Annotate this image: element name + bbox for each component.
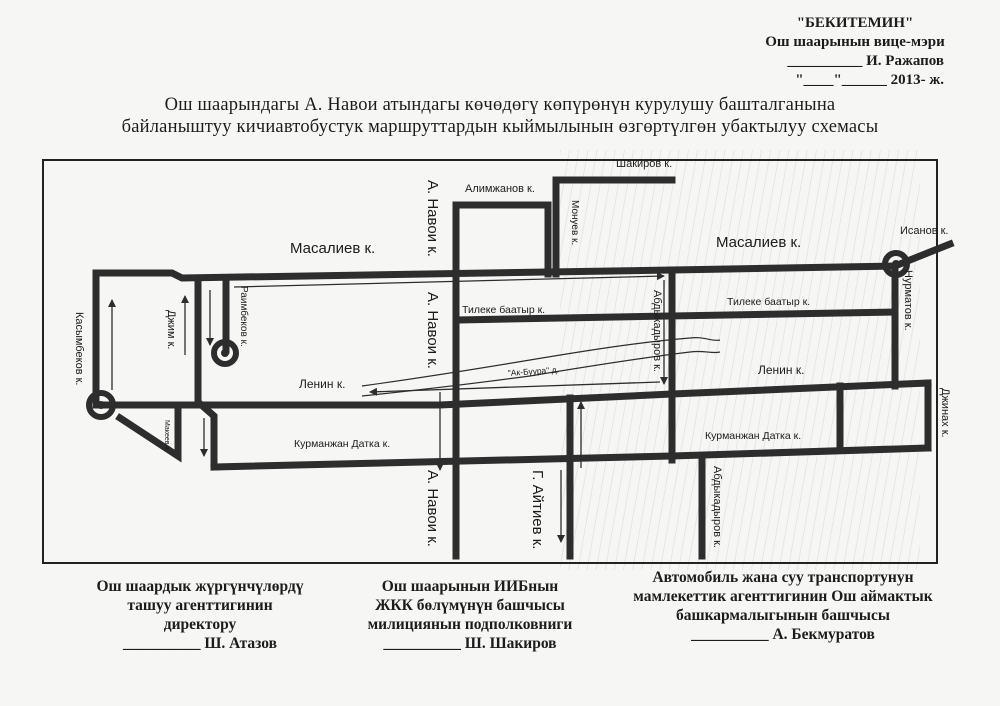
label-isanov: Исанов к. bbox=[900, 225, 949, 237]
road-tileke-right bbox=[672, 312, 895, 316]
label-dzhinah: Джинах к. bbox=[939, 388, 951, 438]
approval-signature: __________ И. Ражапов bbox=[787, 53, 944, 69]
label-lenin-right: Ленин к. bbox=[758, 363, 805, 377]
label-navoi-bottom: А. Навои к. bbox=[424, 470, 441, 547]
approval-heading: "БЕКИТЕМИН" bbox=[796, 15, 914, 31]
signer-right-line-1: Автомобиль жана суу транспортунун bbox=[652, 569, 914, 586]
label-lenin-left: Ленин к. bbox=[299, 377, 346, 391]
label-nurmatov: Нурматов к. bbox=[902, 270, 914, 331]
label-kurmanzhan-right: Курманжан Датка к. bbox=[705, 430, 802, 442]
signer-right-line-2: мамлекеттик агенттигинин Ош аймактык bbox=[633, 588, 933, 605]
label-kasymbekov: Касымбеков к. bbox=[73, 312, 85, 386]
signer-left-line-2: ташуу агенттигинин bbox=[127, 597, 273, 614]
label-dzhim: Джим к. bbox=[165, 310, 177, 350]
label-kurmanzhan-left: Курманжан Датка к. bbox=[294, 438, 391, 450]
road-lenin bbox=[96, 383, 928, 405]
signer-right-signature: __________ А. Бекмуратов bbox=[691, 626, 875, 643]
label-raimbekov: Раимбеков к. bbox=[238, 286, 249, 347]
signer-right bbox=[618, 568, 948, 644]
label-navoi-mid: А. Навои к. bbox=[424, 292, 441, 369]
road-dzhim bbox=[198, 278, 214, 467]
signer-right-line-3: башкармалыгынын башчысы bbox=[676, 607, 890, 624]
label-masaliev-left: Масалиев к. bbox=[290, 240, 376, 257]
road-tileke-left bbox=[456, 316, 672, 320]
label-ak-buura: "Ак-Буура" д. bbox=[507, 364, 560, 378]
label-monuev: Монуев к. bbox=[569, 200, 580, 246]
approval-date: "____"______ 2013- ж. bbox=[795, 72, 944, 88]
road-alimzhanov bbox=[456, 205, 548, 274]
signer-middle-line-3: милициянын подполковниги bbox=[367, 616, 573, 633]
label-aitiev: Г. Айтиев к. bbox=[529, 470, 546, 550]
signer-middle-line-1: Ош шаарынын ИИБнын bbox=[381, 578, 559, 595]
label-tileke-left: Тилеке баатыр к. bbox=[462, 304, 546, 316]
label-tileke-right: Тилеке баатыр к. bbox=[727, 296, 811, 308]
label-abdykadyrov-top: Абдыкадыров к. bbox=[651, 290, 663, 372]
approval-position: Ош шаарынын вице-мэри bbox=[765, 34, 945, 50]
street-labels bbox=[73, 158, 951, 549]
signer-middle bbox=[340, 577, 600, 653]
signer-left-line-1: Ош шаардык жүргүнчүлөрдү bbox=[96, 578, 304, 595]
label-abdykadyrov-bottom: Абдыкадыров к. bbox=[711, 466, 723, 548]
signer-left bbox=[70, 577, 330, 653]
signer-left-signature: __________ Ш. Атазов bbox=[123, 635, 277, 652]
signer-middle-line-2: ЖКК бөлүмүнүн башчысы bbox=[375, 597, 565, 614]
title-line-2: байланыштуу кичиавтобустук маршруттардын кыймылынын өзгөртүлгөн убактылуу схемасы bbox=[121, 117, 879, 137]
label-alimzhanov: Алимжанов к. bbox=[465, 183, 535, 195]
label-navoi-top: А. Навои к. bbox=[424, 180, 441, 257]
signer-left-line-3: директору bbox=[163, 616, 237, 633]
label-masaliev-right: Масалиев к. bbox=[716, 234, 802, 251]
arrow-lenin-west bbox=[370, 382, 660, 392]
signer-middle-signature: __________ Ш. Шакиров bbox=[383, 635, 557, 652]
title-line-1: Ош шаарындагы А. Навои атындагы көчөдөгү көпүрөнүн курулушу башталганына bbox=[164, 95, 836, 115]
label-shakirov: Шакиров к. bbox=[616, 158, 673, 170]
road-masaliev bbox=[96, 244, 950, 278]
label-makeev: Макеев к. bbox=[163, 420, 170, 452]
